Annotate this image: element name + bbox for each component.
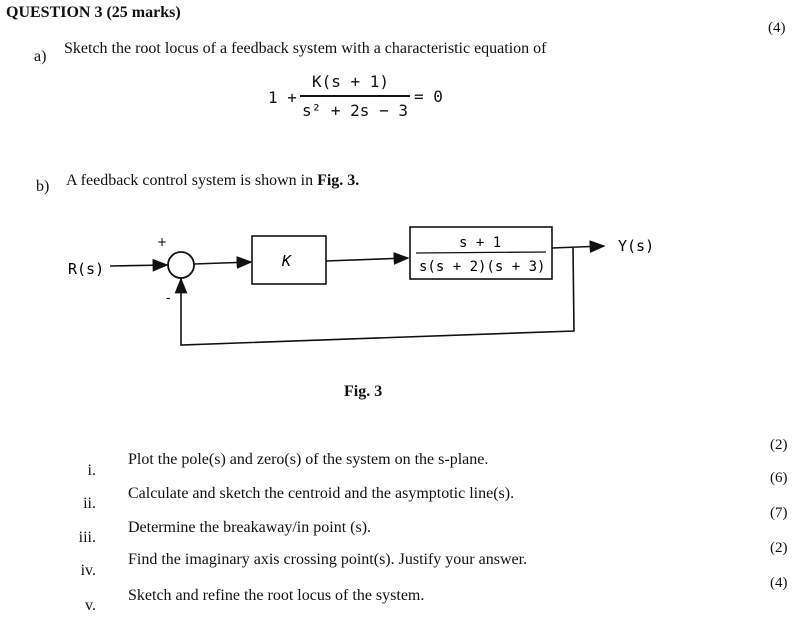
part-b-text-prefix: A feedback control system is shown in [66, 172, 318, 189]
sub-question-number: iii. [78, 529, 96, 546]
sub-question-number: i. [87, 462, 96, 479]
sub-question-text: Sketch and refine the root locus of the system. [128, 587, 425, 604]
sub-question-marks: (2) [770, 437, 788, 453]
question-title: QUESTION 3 (25 marks) [6, 4, 181, 21]
sub-question-marks: (7) [770, 505, 788, 521]
sub-question-marks: (2) [770, 540, 788, 556]
input-label: R(s) [68, 260, 105, 278]
part-a-text: Sketch the root locus of a feedback system with a characteristic equation of [64, 40, 547, 57]
plus-sign: + [157, 235, 168, 249]
minus-sign: - [166, 291, 171, 306]
output-label: Y(s) [618, 237, 655, 255]
figure-caption: Fig. 3 [344, 383, 383, 400]
equation-lead: 1 + [268, 88, 297, 107]
part-a-label: a) [34, 48, 47, 65]
part-a-marks: (4) [768, 20, 786, 36]
plant-denominator: s(s + 2)(s + 3) [419, 259, 546, 275]
sub-question-text: Find the imaginary axis crossing point(s). Justify your answer. [128, 551, 528, 568]
input-signal-line [110, 265, 167, 266]
equation-denominator: s² + 2s − 3 [302, 101, 408, 120]
error-signal-line [194, 262, 251, 264]
sub-question-text: Calculate and sketch the centroid and the asymptotic line(s). [128, 485, 515, 502]
sub-question-number: iv. [80, 562, 96, 579]
equation-tail: = 0 [414, 87, 443, 106]
equation-numerator: K(s + 1) [312, 72, 390, 91]
part-b-figure-ref: Fig. 3. [317, 172, 360, 189]
part-b-label: b) [36, 178, 50, 195]
sub-question-marks: (4) [770, 575, 788, 591]
sub-question-number: ii. [83, 495, 96, 512]
gain-block-label: K [282, 252, 292, 270]
sub-question-marks: (6) [770, 470, 788, 486]
output-signal-line [552, 246, 604, 248]
sub-question-text: Determine the breakaway/in point (s). [128, 519, 372, 536]
control-signal-line [326, 258, 408, 261]
sub-question-text: Plot the pole(s) and zero(s) of the system on the s-plane. [128, 451, 489, 468]
plant-numerator: s + 1 [459, 235, 502, 251]
sub-question-number: v. [85, 597, 96, 614]
summing-junction [168, 252, 194, 278]
